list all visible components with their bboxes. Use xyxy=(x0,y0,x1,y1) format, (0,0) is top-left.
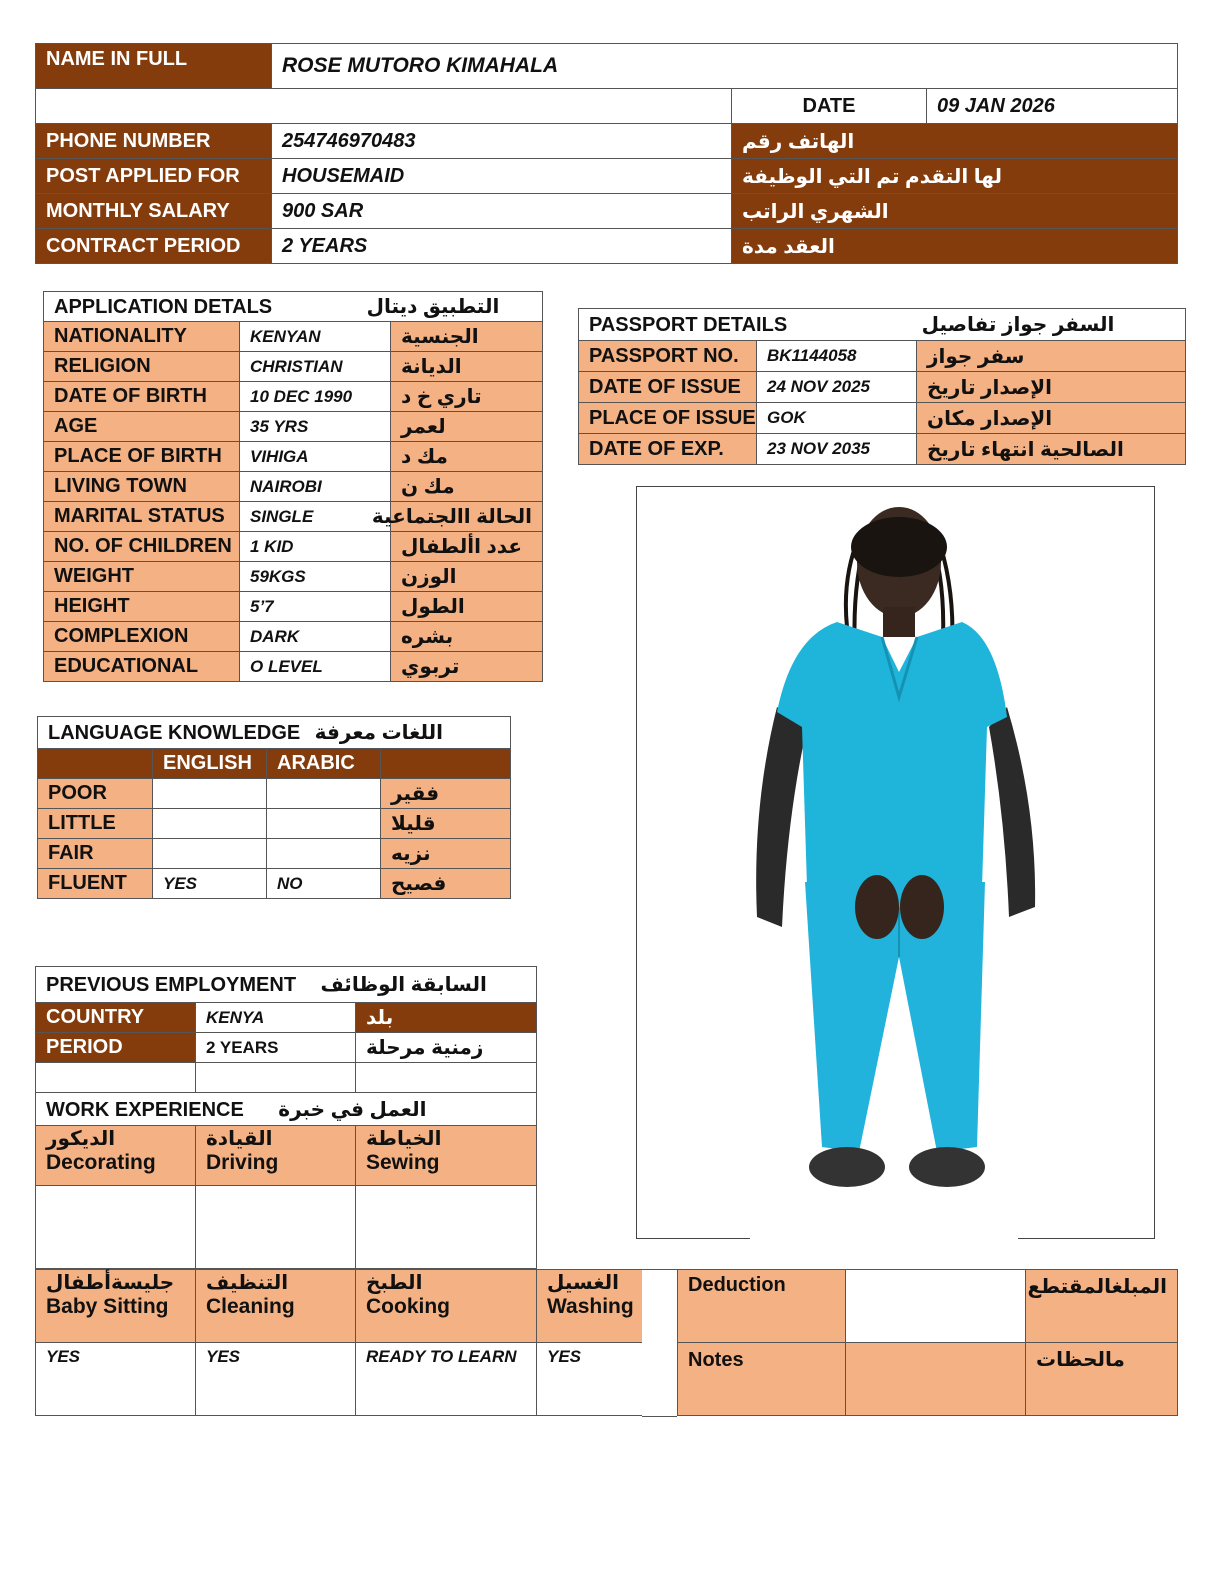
deduction-value xyxy=(846,1270,1026,1343)
skill-ar: جليسةأطفال xyxy=(46,1272,175,1294)
row-arabic: الإصدار مكان xyxy=(917,403,1186,434)
experience-title-arabic: العمل في خبرة xyxy=(278,1098,427,1121)
english-level xyxy=(153,839,267,869)
row-arabic: الجنسية xyxy=(391,322,543,352)
row-label: EDUCATIONAL xyxy=(44,652,240,682)
contract-arabic: العقد مدة xyxy=(732,229,1178,264)
name-label: NAME IN FULL xyxy=(36,44,272,89)
row-arabic: الطول xyxy=(391,592,543,622)
table-row xyxy=(44,532,543,562)
language-level-arabic: فقير xyxy=(381,779,511,809)
table-row xyxy=(44,412,543,442)
row-arabic: مك د xyxy=(391,442,543,472)
table-row xyxy=(44,472,543,502)
notes-arabic: مالحظات xyxy=(1026,1343,1178,1416)
row-label: PLACE OF BIRTH xyxy=(44,442,240,472)
skill-ar: الخياطة xyxy=(366,1128,442,1150)
bottom-skills-table xyxy=(35,1269,643,1416)
passport-title: PASSPORT DETAILS xyxy=(589,314,788,336)
english-level: YES xyxy=(153,869,267,899)
salary-value: 900 SAR xyxy=(272,194,732,229)
language-level-arabic: فصيح xyxy=(381,869,511,899)
skill-ar: القيادة xyxy=(206,1128,273,1150)
language-level-arabic: قليلا xyxy=(381,809,511,839)
date-label: DATE xyxy=(732,89,927,124)
row-label: PASSPORT NO. xyxy=(579,341,757,372)
row-value: 24 NOV 2025 xyxy=(757,372,917,403)
contract-value: 2 YEARS xyxy=(272,229,732,264)
table-row xyxy=(44,562,543,592)
table-row xyxy=(44,442,543,472)
country-label: COUNTRY xyxy=(36,1003,196,1033)
skill-driving xyxy=(196,1126,356,1186)
salary-arabic: الشهري الراتب xyxy=(732,194,1178,229)
period-value: 2 YEARS xyxy=(196,1033,356,1063)
skill-en: Cleaning xyxy=(206,1295,295,1318)
language-header-blank xyxy=(38,749,153,779)
experience-title: WORK EXPERIENCE xyxy=(46,1098,244,1121)
application-title-cell xyxy=(44,292,543,322)
table-row xyxy=(44,502,543,532)
skill-ar: الديكور xyxy=(46,1128,116,1150)
post-arabic: لها التقدم تم التي الوظيفة xyxy=(732,159,1178,194)
language-level: FLUENT xyxy=(38,869,153,899)
experience-title-cell xyxy=(36,1093,537,1126)
language-level-arabic: نزيه xyxy=(381,839,511,869)
row-arabic: بشره xyxy=(391,622,543,652)
language-level: FAIR xyxy=(38,839,153,869)
skill-cleaning xyxy=(196,1270,356,1343)
col-english: ENGLISH xyxy=(153,749,267,779)
skill-en: Driving xyxy=(206,1151,279,1174)
skill-sewing xyxy=(356,1126,537,1186)
row-label: PLACE OF ISSUE xyxy=(579,403,757,434)
row-label: RELIGION xyxy=(44,352,240,382)
row-label: AGE xyxy=(44,412,240,442)
english-level xyxy=(153,809,267,839)
table-row xyxy=(38,779,511,809)
skill-value: YES xyxy=(537,1343,643,1416)
phone-value: 254746970483 xyxy=(272,124,732,159)
row-arabic: لعمر xyxy=(391,412,543,442)
passport-table xyxy=(578,308,1186,465)
skill-value: YES xyxy=(196,1343,356,1416)
passport-title-cell xyxy=(579,309,1186,341)
notes-value xyxy=(846,1343,1026,1416)
table-row xyxy=(44,322,543,352)
blank-row xyxy=(36,89,732,124)
row-arabic: الإصدار تاريخ xyxy=(917,372,1186,403)
row-label: MARITAL STATUS xyxy=(44,502,240,532)
notes-label: Notes xyxy=(678,1343,846,1416)
row-value: KENYAN xyxy=(240,322,391,352)
skill-value-blank xyxy=(36,1186,196,1269)
table-row xyxy=(579,372,1186,403)
date-value: 09 JAN 2026 xyxy=(927,89,1178,124)
language-level: POOR xyxy=(38,779,153,809)
row-label: COMPLEXION xyxy=(44,622,240,652)
salary-label: MONTHLY SALARY xyxy=(36,194,272,229)
row-value: 59KGS xyxy=(240,562,391,592)
contract-label: CONTRACT PERIOD xyxy=(36,229,272,264)
row-label: DATE OF BIRTH xyxy=(44,382,240,412)
post-label: POST APPLIED FOR xyxy=(36,159,272,194)
skill-en: Cooking xyxy=(366,1295,450,1318)
employment-table xyxy=(35,966,537,1269)
phone-arabic: الهاتف رقم xyxy=(732,124,1178,159)
blank-cell xyxy=(196,1063,356,1093)
skill-en: Washing xyxy=(547,1295,634,1318)
table-row xyxy=(38,839,511,869)
name-value: ROSE MUTORO KIMAHALA xyxy=(272,44,1178,89)
row-value: O LEVEL xyxy=(240,652,391,682)
header-table xyxy=(35,43,1178,264)
application-title-arabic: التطبيق ديتال xyxy=(366,296,500,318)
employment-title-cell xyxy=(36,967,537,1003)
table-row xyxy=(38,809,511,839)
skill-washing xyxy=(537,1270,643,1343)
employment-title-arabic: السابقة الوظائف xyxy=(320,974,487,996)
skill-value-blank xyxy=(196,1186,356,1269)
candidate-photo xyxy=(637,487,1154,1239)
language-title: LANGUAGE KNOWLEDGE xyxy=(48,722,301,744)
arabic-level: NO xyxy=(267,869,381,899)
photo-frame-bottom-left xyxy=(636,1238,750,1239)
language-level: LITTLE xyxy=(38,809,153,839)
language-header-blank-2 xyxy=(381,749,511,779)
row-value: GOK xyxy=(757,403,917,434)
skill-value: YES xyxy=(36,1343,196,1416)
deduction-arabic: المبلغالمقتطع xyxy=(1026,1270,1178,1343)
row-label: NO. OF CHILDREN xyxy=(44,532,240,562)
skill-ar: الغسيل xyxy=(547,1272,620,1294)
application-table xyxy=(43,291,543,682)
row-arabic: الصالحية انتهاء تاريخ xyxy=(917,434,1186,465)
language-title-cell xyxy=(38,717,511,749)
row-arabic: تربوي xyxy=(391,652,543,682)
row-arabic: الحالة االجتماعية xyxy=(391,502,543,532)
col-arabic: ARABIC xyxy=(267,749,381,779)
deduction-notes-table xyxy=(677,1269,1178,1416)
skill-baby-sitting xyxy=(36,1270,196,1343)
table-row xyxy=(44,592,543,622)
skill-en: Decorating xyxy=(46,1151,156,1174)
period-label: PERIOD xyxy=(36,1033,196,1063)
table-row xyxy=(44,352,543,382)
row-value: SINGLE xyxy=(240,502,391,532)
row-label: DATE OF EXP. xyxy=(579,434,757,465)
row-value: 10 DEC 1990 xyxy=(240,382,391,412)
arabic-level xyxy=(267,809,381,839)
row-value: VIHIGA xyxy=(240,442,391,472)
row-label: LIVING TOWN xyxy=(44,472,240,502)
table-row xyxy=(579,434,1186,465)
blank-cell xyxy=(356,1063,537,1093)
phone-label: PHONE NUMBER xyxy=(36,124,272,159)
country-arabic: بلد xyxy=(356,1003,537,1033)
skill-decorating xyxy=(36,1126,196,1186)
row-label: WEIGHT xyxy=(44,562,240,592)
period-arabic: زمنية مرحلة xyxy=(356,1033,537,1063)
row-value: DARK xyxy=(240,622,391,652)
arabic-level xyxy=(267,779,381,809)
table-row xyxy=(579,403,1186,434)
row-value: 5’7 xyxy=(240,592,391,622)
skill-value: READY TO LEARN xyxy=(356,1343,537,1416)
row-value: 35 YRS xyxy=(240,412,391,442)
skill-ar: التنظيف xyxy=(206,1272,289,1294)
skill-en: Sewing xyxy=(366,1151,440,1174)
table-row xyxy=(44,622,543,652)
skill-cooking xyxy=(356,1270,537,1343)
row-value: BK1144058 xyxy=(757,341,917,372)
row-arabic: سفر جواز xyxy=(917,341,1186,372)
employment-title: PREVIOUS EMPLOYMENT xyxy=(46,974,297,996)
table-row xyxy=(44,382,543,412)
row-value: 23 NOV 2035 xyxy=(757,434,917,465)
english-level xyxy=(153,779,267,809)
row-arabic: عدد األطفال xyxy=(391,532,543,562)
blank-cell xyxy=(36,1063,196,1093)
row-value: NAIROBI xyxy=(240,472,391,502)
post-value: HOUSEMAID xyxy=(272,159,732,194)
skill-en: Baby Sitting xyxy=(46,1295,169,1318)
row-arabic: الوزن xyxy=(391,562,543,592)
photo-frame-bottom-right xyxy=(1018,1238,1154,1239)
row-value: 1 KID xyxy=(240,532,391,562)
deduction-label: Deduction xyxy=(678,1270,846,1343)
row-label: NATIONALITY xyxy=(44,322,240,352)
passport-title-arabic: السفر جواز تفاصيل xyxy=(921,314,1115,336)
country-value: KENYA xyxy=(196,1003,356,1033)
row-label: HEIGHT xyxy=(44,592,240,622)
arabic-level xyxy=(267,839,381,869)
row-arabic: مك ن xyxy=(391,472,543,502)
row-label: DATE OF ISSUE xyxy=(579,372,757,403)
table-row xyxy=(579,341,1186,372)
application-title: APPLICATION DETALS xyxy=(54,296,273,318)
row-value: CHRISTIAN xyxy=(240,352,391,382)
language-title-arabic: اللغات معرفة xyxy=(314,722,443,744)
spacer-column xyxy=(642,1269,677,1417)
table-row xyxy=(44,652,543,682)
table-row xyxy=(38,869,511,899)
skill-ar: الطبخ xyxy=(366,1272,423,1294)
row-arabic: الديانة xyxy=(391,352,543,382)
skill-value-blank xyxy=(356,1186,537,1269)
photo-frame xyxy=(636,486,1155,1239)
row-arabic: تاري خ د xyxy=(391,382,543,412)
language-table xyxy=(37,716,511,899)
